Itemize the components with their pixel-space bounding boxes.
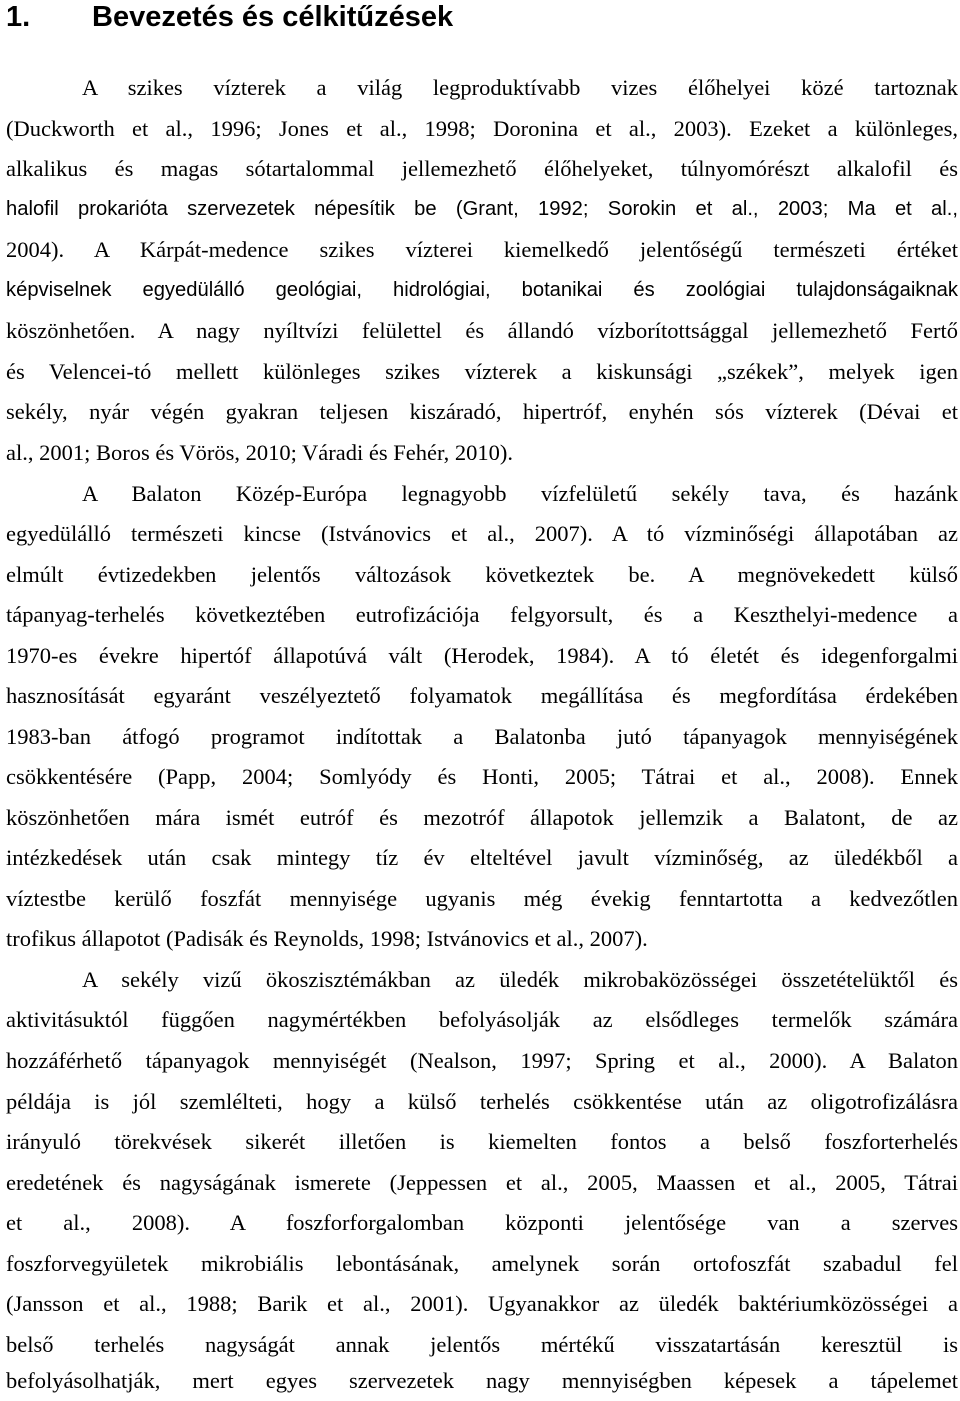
- text-line: példája is jól szemlélteti, hogy a külső terhelés csökkentése után az oligotrofizálásra: [6, 1089, 958, 1114]
- text-line: irányuló törekvések sikerét illetően is kiemelten fontos a belső foszforterhelés: [6, 1129, 958, 1154]
- text-line: 1983-ban átfogó programot indítottak a Balatonba jutó tápanyagok mennyiségének: [6, 724, 958, 749]
- text-line: hasznosítását egyaránt veszélyeztető folyamatok megállítása és megfordítása érdekében: [6, 683, 958, 708]
- text-line: A szikes vízterek a világ legproduktívabb vizes élőhelyei közé tartoznak: [82, 75, 958, 100]
- text-line: egyedülálló természeti kincse (Istvánovics et al., 2007). A tó vízminőségi állapotában az: [6, 521, 958, 546]
- text-line: foszforvegyületek mikrobiális lebontásának, amelynek során ortofoszfát szabadul fel: [6, 1251, 958, 1276]
- text-line: hozzáférhető tápanyagok mennyiségét (Nealson, 1997; Spring et al., 2000). A Balaton: [6, 1048, 958, 1073]
- section-title: Bevezetés és célkitűzések: [92, 1, 454, 33]
- text-line: eredetének és nagyságának ismerete (Jeppessen et al., 2005, Maassen et al., 2005, Tátrai: [6, 1170, 958, 1195]
- section-heading: [6, 0, 453, 34]
- text-line: trofikus állapotot (Padisák és Reynolds, 1998; Istvánovics et al., 2007).: [6, 926, 648, 951]
- text-line: képviselnek egyedülálló geológiai, hidrológiai, botanikai és zoológiai tulajdonságaiknak: [6, 279, 958, 301]
- text-line: intézkedések után csak mintegy tíz év elteltével javult vízminőség, az üledékből a: [6, 845, 958, 870]
- text-line: alkalikus és magas sótartalommal jellemezhető élőhelyeket, túlnyomórészt alkalofil és: [6, 156, 958, 181]
- text-line: et al., 2008). A foszforforgalomban központi jelentősége van a szerves: [6, 1210, 958, 1235]
- text-line: tápanyag-terhelés következtében eutrofizációja felgyorsult, és a Keszthelyi-medence a: [6, 602, 958, 627]
- text-line: 2004). A Kárpát-medence szikes vízterei kiemelkedő jelentőségű természeti értéket: [6, 237, 958, 262]
- text-line: belső terhelés nagyságát annak jelentős mértékű visszatartásán keresztül is: [6, 1332, 958, 1357]
- text-line: elmúlt évtizedekben jelentős változások következtek be. A megnövekedett külső: [6, 562, 958, 587]
- text-line: aktivitásuktól függően nagymértékben befolyásolják az elsődleges termelők számára: [6, 1007, 958, 1032]
- section-number: 1.: [6, 1, 31, 33]
- text-line: köszönhetően mára ismét eutróf és mezotróf állapotok jellemzik a Balatont, de az: [6, 805, 958, 830]
- text-line: A Balaton Közép-Európa legnagyobb vízfelületű sekély tava, és hazánk: [82, 481, 958, 506]
- text-line: befolyásolhatják, mert egyes szervezetek nagy mennyiségben képesek a tápelemet: [6, 1368, 958, 1393]
- text-line: (Duckworth et al., 1996; Jones et al., 1998; Doronina et al., 2003). Ezeket a különleges,: [6, 116, 958, 141]
- text-line: A sekély vizű ökoszisztémákban az üledék mikrobaközösségei összetételüktől és: [82, 967, 958, 992]
- text-line: köszönhetően. A nagy nyíltvízi felülettel és állandó vízborítottsággal jellemezhető Fertő: [6, 318, 958, 343]
- text-line: (Jansson et al., 1988; Barik et al., 2001). Ugyanakkor az üledék baktériumközösségei a: [6, 1291, 958, 1316]
- text-line: al., 2001; Boros és Vörös, 2010; Váradi és Fehér, 2010).: [6, 440, 513, 465]
- text-line: és Velencei-tó mellett különleges szikes vízterek a kiskunsági „székek”, melyek igen: [6, 359, 958, 384]
- text-line: halofil prokarióta szervezetek népesítik be (Grant, 1992; Sorokin et al., 2003; Ma et al.,: [6, 198, 958, 220]
- text-line: 1970-es évekre hipertóf állapotúvá vált (Herodek, 1984). A tó életét és idegenforgalmi: [6, 643, 958, 668]
- text-line: sekély, nyár végén gyakran teljesen kiszáradó, hipertróf, enyhén sós vízterek (Dévai et: [6, 399, 958, 424]
- text-line: víztestbe kerülő foszfát mennyisége ugyanis még évekig fenntartotta a kedvezőtlen: [6, 886, 958, 911]
- text-line: csökkentésére (Papp, 2004; Somlyódy és Honti, 2005; Tátrai et al., 2008). Ennek: [6, 764, 958, 789]
